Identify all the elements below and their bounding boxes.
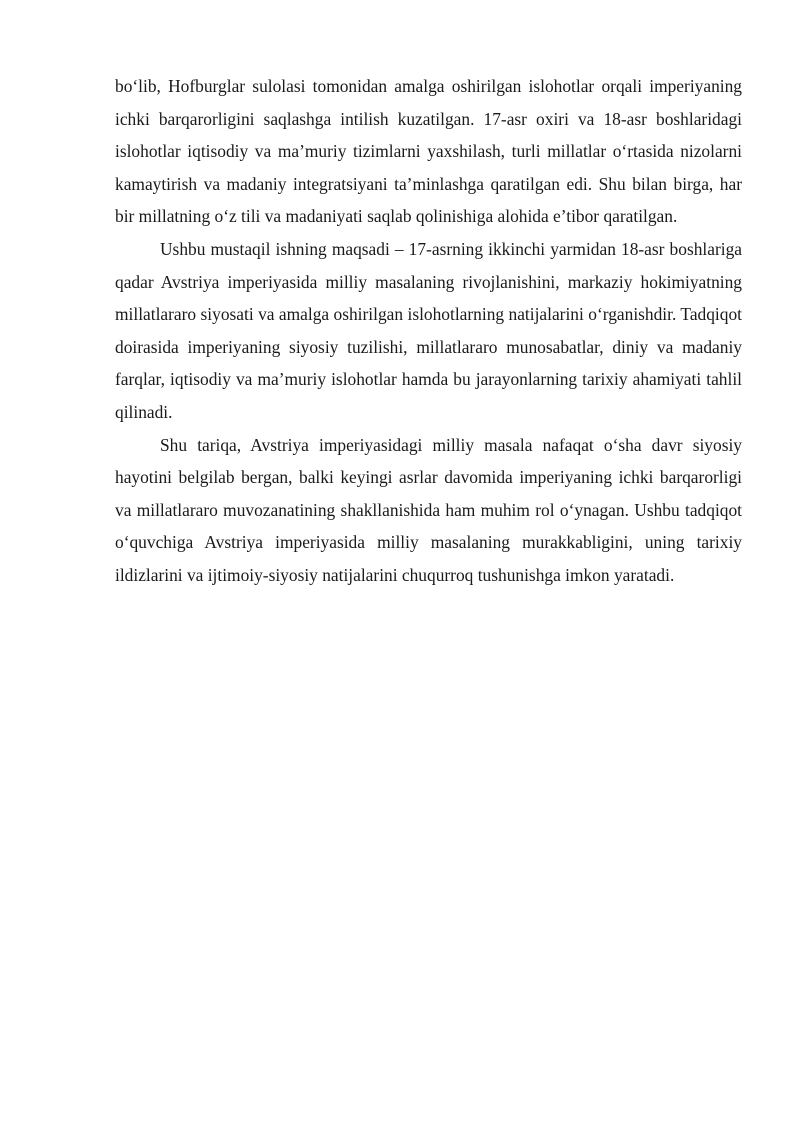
- paragraph-purpose: Ushbu mustaqil ishning maqsadi – 17-asrning ikkinchi yarmidan 18-asr boshlariga qadar Avstriya imperiyasida milliy masalaning rivojlanishini, markaziy hokimiyatning millatlararo siyosati va amalga oshirilgan islohotlarning natijalarini o‘rganishdir. Tadqiqot doirasida imperiyaning siyosiy tuzilishi, millatlararo munosabatlar, diniy va madaniy farqlar, iqtisodiy va ma’muriy islohotlar hamda bu jarayonlarning tarixiy ahamiyati tahlil qilinadi.: [115, 238, 742, 422]
- body-text: [115, 70, 742, 592]
- paragraph-continuation: bo‘lib, Hofburglar sulolasi tomonidan amalga oshirilgan islohotlar orqali imperiyaning ichki barqarorligini saqlashga intilish kuzatilgan. 17-asr oxiri va 18-asr boshlaridagi islohotlar iqtisodiy va ma’muriy tizimlarni yaxshilash, turli millatlar o‘rtasida nizolarni kamaytirish va madaniy integratsiyani ta’minlashga qaratilgan edi. Shu bilan birga, har bir millatning o‘z tili va madaniyati saqlab qolinishiga alohida e’tibor qaratilgan.: [115, 76, 742, 227]
- paragraph-conclusion: Shu tariqa, Avstriya imperiyasidagi milliy masala nafaqat o‘sha davr siyosiy hayotini belgilab bergan, balki keyingi asrlar davomida imperiyaning ichki barqarorligi va millatlararo muvozanatining shakllanishida ham muhim rol o‘ynagan. Ushbu tadqiqot o‘quvchiga Avstriya imperiyasida milliy masalaning murakkabligini, uning tarixiy ildizlarini va ijtimoiy-siyosiy natijalarini chuqurroq tushunishga imkon yaratadi.: [115, 434, 742, 585]
